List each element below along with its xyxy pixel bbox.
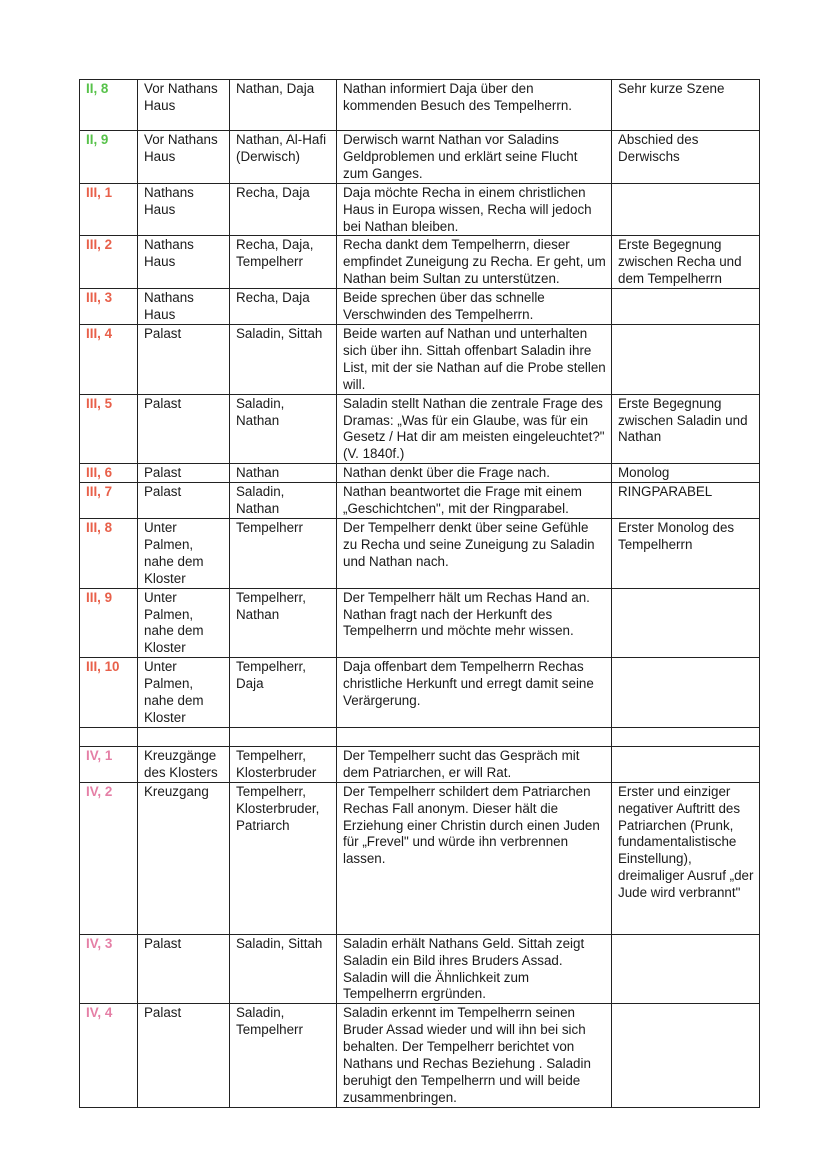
scene-number: III, 7 [80, 483, 138, 519]
scene-persons: Tempelherr, Klosterbruder, Patriarch [230, 782, 337, 934]
scene-place: Nathans Haus [138, 183, 230, 236]
scene-place: Palast [138, 464, 230, 483]
scene-place: Vor Nathans Haus [138, 131, 230, 184]
scene-number: III, 10 [80, 658, 138, 728]
table-row [80, 1004, 760, 1107]
scene-content: Nathan informiert Daja über den kommenden Besuch des Tempelherrn. [337, 80, 612, 131]
scene-place: Kreuzgang [138, 782, 230, 934]
scene-place: Palast [138, 483, 230, 519]
scene-persons: Saladin, Nathan [230, 483, 337, 519]
scene-place: Palast [138, 934, 230, 1004]
scene-number: IV, 3 [80, 934, 138, 1004]
scene-persons: Recha, Daja [230, 289, 337, 325]
scene-persons: Nathan, Daja [230, 80, 337, 131]
scene-content: Recha dankt dem Tempelherrn, dieser empfindet Zuneigung zu Recha. Er geht, um Nathan beim Sultan zu unterstützen. [337, 236, 612, 289]
scene-persons: Saladin, Nathan [230, 394, 337, 464]
scene-content: Nathan denkt über die Frage nach. [337, 464, 612, 483]
scene-number: III, 6 [80, 464, 138, 483]
scene-note [612, 588, 760, 658]
scene-content: Beide warten auf Nathan und unterhalten sich über ihn. Sittah offenbart Saladin ihre List, mit der sie Nathan auf die Probe stellen will. [337, 324, 612, 394]
table-row [80, 483, 760, 519]
scene-note: Sehr kurze Szene [612, 80, 760, 131]
scene-place: Vor Nathans Haus [138, 80, 230, 131]
scene-place: Unter Palmen, nahe dem Kloster [138, 519, 230, 589]
scene-place: Unter Palmen, nahe dem Kloster [138, 588, 230, 658]
empty-cell [230, 727, 337, 746]
scene-persons: Tempelherr [230, 519, 337, 589]
empty-cell [612, 727, 760, 746]
scene-note [612, 658, 760, 728]
scene-place: Kreuzgänge des Klosters [138, 746, 230, 782]
scene-content: Nathan beantwortet die Frage mit einem „Geschichtchen", mit der Ringparabel. [337, 483, 612, 519]
scene-note [612, 934, 760, 1004]
scene-number: II, 8 [80, 80, 138, 131]
scene-number: IV, 1 [80, 746, 138, 782]
scene-content: Saladin erhält Nathans Geld. Sittah zeigt Saladin ein Bild ihres Bruders Assad. Saladin will die Ähnlichkeit zum Tempelherrn ergründen. [337, 934, 612, 1004]
table-row [80, 80, 760, 131]
scene-note: Erster und einziger negativer Auftritt des Patriarchen (Prunk, fundamentalistische Einstellung), dreimaliger Ausruf „der Jude wird verbrannt" [612, 782, 760, 934]
scene-number: II, 9 [80, 131, 138, 184]
scene-persons: Recha, Daja, Tempelherr [230, 236, 337, 289]
scene-note [612, 746, 760, 782]
scene-table-body [80, 80, 760, 1108]
table-row [80, 394, 760, 464]
scene-place: Palast [138, 1004, 230, 1107]
table-row [80, 289, 760, 325]
scene-persons: Tempelherr, Nathan [230, 588, 337, 658]
empty-cell [138, 727, 230, 746]
table-row [80, 746, 760, 782]
scene-note: Monolog [612, 464, 760, 483]
scene-persons: Nathan [230, 464, 337, 483]
scene-note [612, 1004, 760, 1107]
empty-cell [337, 727, 612, 746]
scene-content: Daja möchte Recha in einem christlichen Haus in Europa wissen, Recha will jedoch bei Nathan bleiben. [337, 183, 612, 236]
table-row [80, 934, 760, 1004]
scene-note: RINGPARABEL [612, 483, 760, 519]
scene-note: Erster Monolog des Tempelherrn [612, 519, 760, 589]
act-divider-row [80, 727, 760, 746]
scene-note: Erste Begegnung zwischen Saladin und Nathan [612, 394, 760, 464]
scene-content: Der Tempelherr schildert dem Patriarchen Rechas Fall anonym. Dieser hält die Erziehung einer Christin durch einen Juden für „Frevel" und würde ihn verbrennen lassen. [337, 782, 612, 934]
scene-number: III, 9 [80, 588, 138, 658]
table-row [80, 183, 760, 236]
table-row [80, 464, 760, 483]
scene-note [612, 324, 760, 394]
scene-persons: Tempelherr, Klosterbruder [230, 746, 337, 782]
scene-content: Daja offenbart dem Tempelherrn Rechas christliche Herkunft und erregt damit seine Verärgerung. [337, 658, 612, 728]
document-page [79, 79, 760, 1108]
scene-content: Der Tempelherr hält um Rechas Hand an. Nathan fragt nach der Herkunft des Tempelherrn und möchte mehr wissen. [337, 588, 612, 658]
table-row [80, 519, 760, 589]
table-row [80, 131, 760, 184]
scene-persons: Saladin, Sittah [230, 934, 337, 1004]
scene-content: Saladin erkennt im Tempelherrn seinen Bruder Assad wieder und will ihn bei sich behalten. Der Tempelherr berichtet von Nathans und Rechas Beziehung . Saladin beruhigt den Tempelherrn und will beide zusammenbringen. [337, 1004, 612, 1107]
scene-persons: Nathan, Al-Hafi (Derwisch) [230, 131, 337, 184]
scene-persons: Saladin, Tempelherr [230, 1004, 337, 1107]
scene-place: Palast [138, 324, 230, 394]
scene-content: Der Tempelherr sucht das Gespräch mit dem Patriarchen, er will Rat. [337, 746, 612, 782]
scene-number: III, 2 [80, 236, 138, 289]
scene-content: Der Tempelherr denkt über seine Gefühle zu Recha und seine Zuneigung zu Saladin und Nathan nach. [337, 519, 612, 589]
scene-persons: Tempelherr, Daja [230, 658, 337, 728]
scene-note [612, 183, 760, 236]
scene-number: III, 3 [80, 289, 138, 325]
scene-content: Saladin stellt Nathan die zentrale Frage des Dramas: „Was für ein Glaube, was für ein Gesetz / Hat dir am meisten eingeleuchtet?" (V. 1840f.) [337, 394, 612, 464]
scene-content: Derwisch warnt Nathan vor Saladins Geldproblemen und erklärt seine Flucht zum Ganges. [337, 131, 612, 184]
scene-persons: Recha, Daja [230, 183, 337, 236]
scene-note: Abschied des Derwischs [612, 131, 760, 184]
scene-number: III, 1 [80, 183, 138, 236]
scene-number: III, 4 [80, 324, 138, 394]
scene-number: IV, 2 [80, 782, 138, 934]
scene-place: Nathans Haus [138, 289, 230, 325]
table-row [80, 782, 760, 934]
scene-place: Nathans Haus [138, 236, 230, 289]
scene-persons: Saladin, Sittah [230, 324, 337, 394]
table-row [80, 324, 760, 394]
table-row [80, 236, 760, 289]
scene-number: IV, 4 [80, 1004, 138, 1107]
table-row [80, 588, 760, 658]
scene-number: III, 5 [80, 394, 138, 464]
scene-place: Palast [138, 394, 230, 464]
scene-note: Erste Begegnung zwischen Recha und dem Tempelherrn [612, 236, 760, 289]
empty-cell [80, 727, 138, 746]
scene-content: Beide sprechen über das schnelle Verschwinden des Tempelherrn. [337, 289, 612, 325]
scene-number: III, 8 [80, 519, 138, 589]
table-row [80, 658, 760, 728]
scene-place: Unter Palmen, nahe dem Kloster [138, 658, 230, 728]
scene-table [79, 79, 760, 1108]
scene-note [612, 289, 760, 325]
